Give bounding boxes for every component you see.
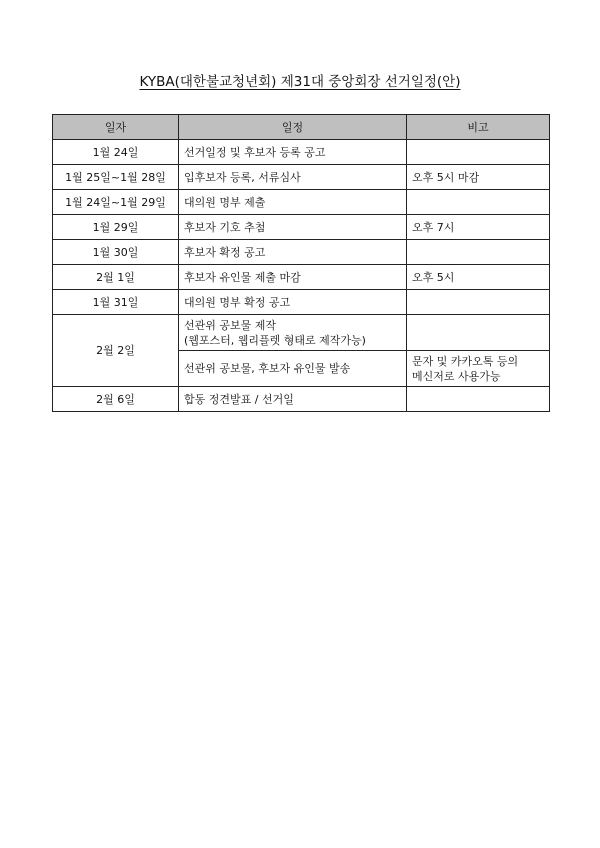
remarks-cell [407,190,550,215]
table-row [53,240,550,265]
schedule-cell: 합동 정견발표 / 선거일 [179,387,407,412]
remarks-line: 메신저로 사용가능 [412,369,501,383]
date-cell: 2월 1일 [53,265,179,290]
table-row [53,215,550,240]
schedule-cell: 선관위 공보물, 후보자 유인물 발송 [179,351,407,387]
table-row [53,265,550,290]
schedule-cell [179,315,407,351]
remarks-cell [407,351,550,387]
column-header-schedule: 일정 [179,115,407,140]
schedule-cell: 입후보자 등록, 서류심사 [179,165,407,190]
document-title [0,70,600,90]
table-row [53,165,550,190]
table-row [53,290,550,315]
schedule-line: 선관위 공보물 제작 [184,318,277,332]
election-schedule-table [52,114,550,412]
date-cell: 1월 31일 [53,290,179,315]
table-row [53,387,550,412]
schedule-cell: 선거일정 및 후보자 등록 공고 [179,140,407,165]
schedule-cell: 대의원 명부 제출 [179,190,407,215]
date-cell: 1월 30일 [53,240,179,265]
remarks-cell [407,140,550,165]
date-cell: 2월 2일 [53,315,179,387]
table-row [53,190,550,215]
date-cell: 1월 25일~1월 28일 [53,165,179,190]
schedule-line: (웹포스터, 웹리플렛 형태로 제작가능) [184,333,366,347]
date-cell: 1월 24일~1월 29일 [53,190,179,215]
schedule-cell: 후보자 확정 공고 [179,240,407,265]
date-cell: 1월 29일 [53,215,179,240]
remarks-cell [407,290,550,315]
remarks-cell: 오후 5시 마감 [407,165,550,190]
date-cell: 1월 24일 [53,140,179,165]
column-header-date: 일자 [53,115,179,140]
schedule-cell: 후보자 유인물 제출 마감 [179,265,407,290]
remarks-cell [407,315,550,351]
document-title-text: KYBA(대한불교청년회) 제31대 중앙회장 선거일정(안) [139,74,461,90]
column-header-remarks: 비고 [407,115,550,140]
schedule-cell: 대의원 명부 확정 공고 [179,290,407,315]
remarks-cell [407,387,550,412]
remarks-cell: 오후 5시 [407,265,550,290]
remarks-cell [407,240,550,265]
remarks-cell: 오후 7시 [407,215,550,240]
schedule-cell: 후보자 기호 추첨 [179,215,407,240]
table-row [53,315,550,351]
table-header-row [53,115,550,140]
remarks-line: 문자 및 카카오톡 등의 [412,354,519,368]
table-row [53,140,550,165]
date-cell: 2월 6일 [53,387,179,412]
